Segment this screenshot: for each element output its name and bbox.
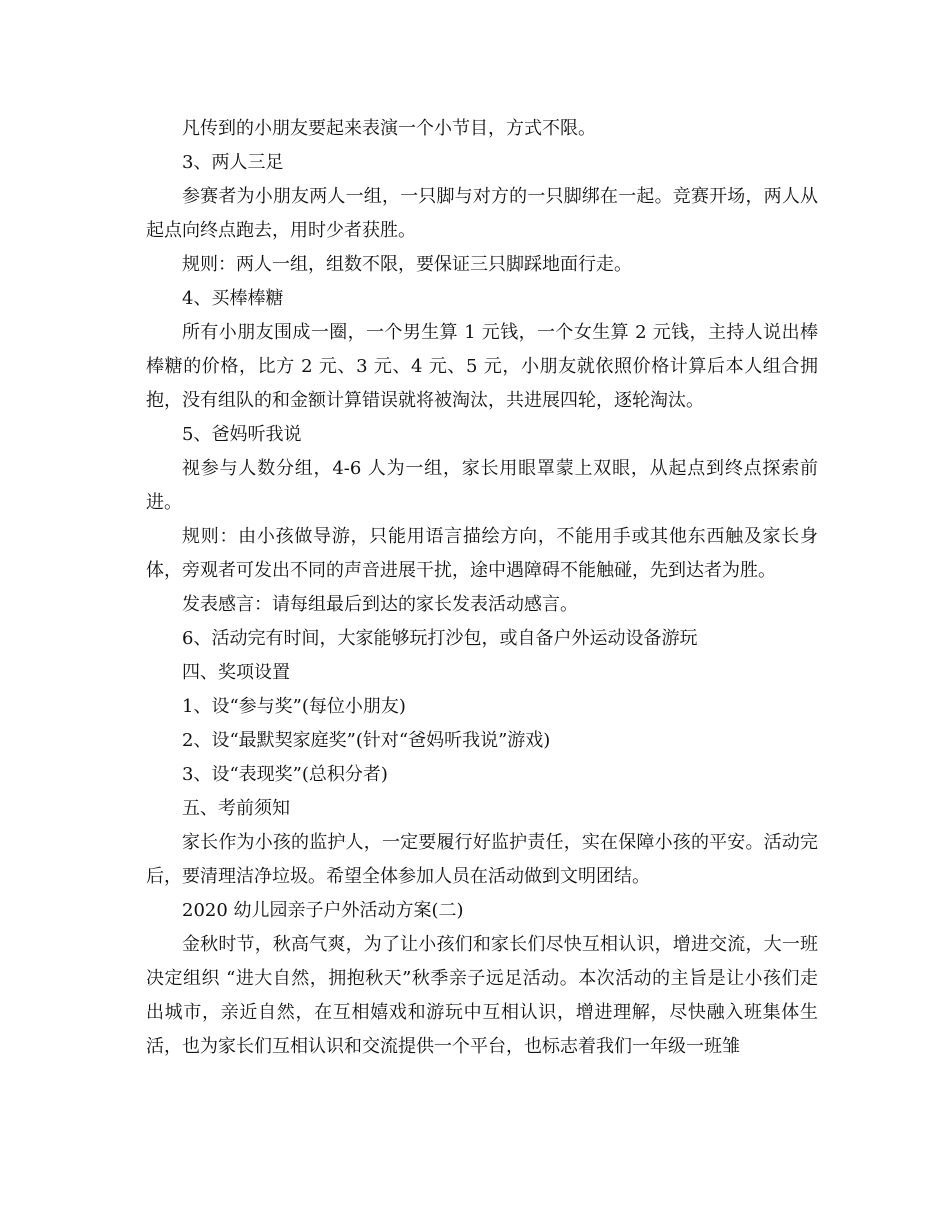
paragraph: 规则：两人一组，组数不限，要保证三只脚踩地面行走。 bbox=[182, 254, 632, 275]
paragraph: 所有小朋友围成一圈，一个男生算 1 元钱，一个女生算 2 元钱，主持人说出棒棒糖的价格，比方 2 元、3 元、4 元、5 元，小朋友就依照价格计算后本人组合拥抱，没有组队的和金额计算错误就将被淘汰，共进展四轮，逐轮淘汰。 bbox=[146, 322, 818, 411]
section-heading: 5、爸妈听我说 bbox=[182, 424, 302, 445]
paragraph: 家长作为小孩的监护人，一定要履行好监护责任，实在保障小孩的平安。活动完后，要清理洁净垃圾。希望全体参加人员在活动做到文明团结。 bbox=[146, 832, 818, 887]
list-item: 3、设“表现奖”(总积分者) bbox=[182, 764, 388, 785]
section-heading: 四、奖项设置 bbox=[182, 662, 290, 683]
document-body bbox=[146, 112, 818, 1064]
paragraph: 发表感言：请每组最后到达的家长发表活动感言。 bbox=[182, 594, 578, 615]
list-item: 1、设“参与奖”(每位小朋友) bbox=[182, 696, 406, 717]
document-subtitle: 2020 幼儿园亲子户外活动方案(二) bbox=[182, 900, 464, 921]
section-heading: 4、买棒棒糖 bbox=[182, 288, 284, 309]
list-item: 2、设“最默契家庭奖”(针对“爸妈听我说”游戏) bbox=[182, 730, 551, 751]
paragraph: 凡传到的小朋友要起来表演一个小节目，方式不限。 bbox=[182, 118, 596, 139]
paragraph: 参赛者为小朋友两人一组，一只脚与对方的一只脚绑在一起。竞赛开场，两人从起点向终点跑去，用时少者获胜。 bbox=[146, 186, 818, 241]
paragraph: 金秋时节，秋高气爽，为了让小孩们和家长们尽快互相认识，增进交流，大一班决定组织 “进大自然，拥抱秋天”秋季亲子远足活动。本次活动的主旨是让小孩们走出城市，亲近自然，在互相嬉戏和游玩中互相认识，增进理解，尽快融入班集体生活，也为家长们互相认识和交流提供一个平台，也标志着我们一年级一班雏 bbox=[146, 934, 818, 1057]
paragraph: 视参与人数分组，4-6 人为一组，家长用眼罩蒙上双眼，从起点到终点探索前进。 bbox=[146, 458, 818, 513]
section-heading: 五、考前须知 bbox=[182, 798, 290, 819]
paragraph: 规则：由小孩做导游，只能用语言描绘方向，不能用手或其他东西触及家长身体，旁观者可发出不同的声音进展干扰，途中遇障碍不能触碰，先到达者为胜。 bbox=[146, 526, 818, 581]
paragraph: 6、活动完有时间，大家能够玩打沙包，或自备户外运动设备游玩 bbox=[182, 628, 698, 649]
section-heading: 3、两人三足 bbox=[182, 152, 284, 173]
